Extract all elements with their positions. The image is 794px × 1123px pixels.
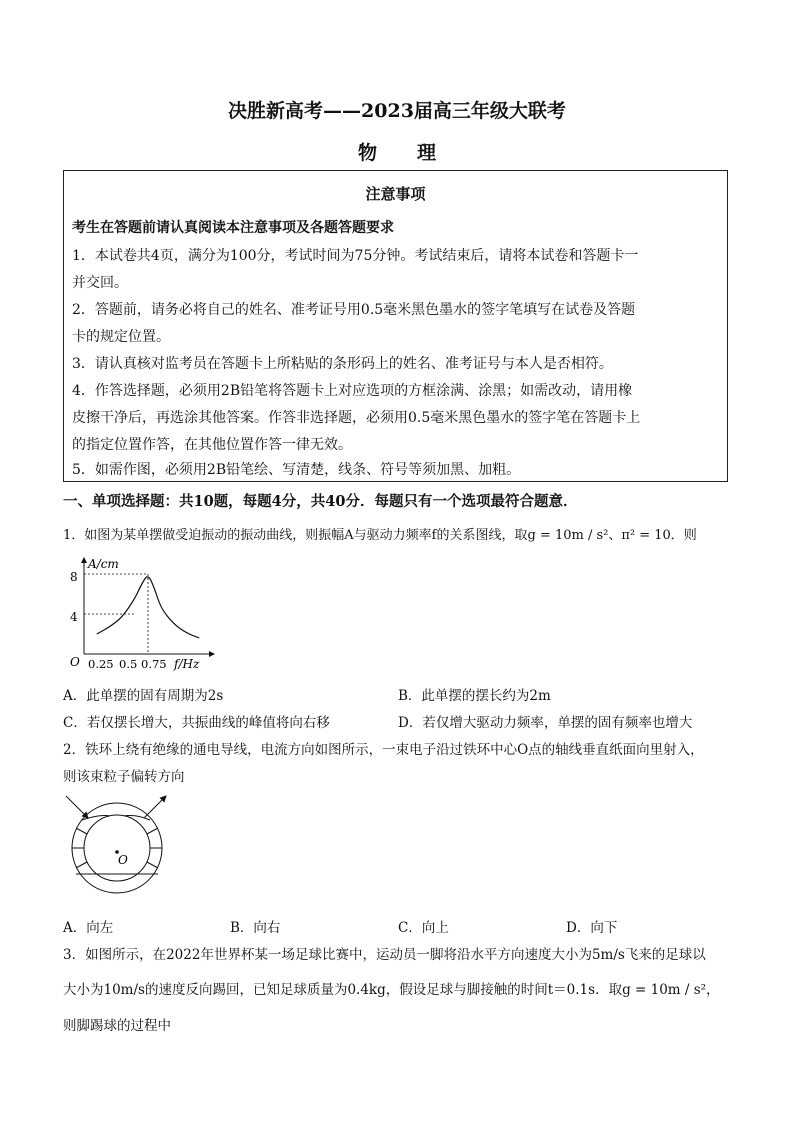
q2-option-a[interactable]: A．向左 [63, 920, 114, 936]
notice-line: 1．本试卷共4页，满分为100分，考试时间为75分钟。考试结束后，请将本试卷和答题卡一 [72, 248, 639, 264]
current-arrow-in [66, 796, 88, 818]
notice-line: 3．请认真核对监考员在答题卡上所粘贴的条形码上的姓名、准考证号与本人是否相符。 [72, 356, 613, 372]
notice-title: 注意事项 [365, 185, 426, 203]
q2-option-c[interactable]: C．向上 [398, 920, 449, 936]
section-heading: 一、单项选择题：共10题，每题4分，共40分．每题只有一个选项最符合题意． [63, 493, 578, 510]
iron-ring-figure [60, 790, 180, 898]
q1-option-b[interactable]: B．此单摆的摆长约为2m [398, 688, 551, 704]
notice-line: 4．作答选择题，必须用2B铅笔将答题卡上对应选项的方框涂满、涂黑；如需改动，请用橡 [72, 383, 633, 399]
x-axis-label: f/Hz [174, 657, 200, 671]
q2-stem-cont: 则该束粒子偏转方向 [63, 769, 185, 785]
notice-intro: 考生在答题前请认真阅读本注意事项及各题答题要求 [72, 220, 394, 236]
x-tick-label: 0.5 [119, 657, 138, 671]
q2-option-b[interactable]: B．向右 [230, 920, 281, 936]
exam-title: 决胜新高考——2023届高三年级大联考 [228, 100, 566, 122]
q1-stem: 1．如图为某单摆做受迫振动的振动曲线，则振幅A与驱动力频率f的关系图线，取g = 10m / s²、π² = 10．则 [63, 528, 697, 543]
ring-inner [84, 815, 150, 881]
q1-option-c[interactable]: C．若仅摆长增大，共振曲线的峰值将向右移 [63, 715, 330, 731]
notice-line: 并交回。 [72, 275, 128, 291]
q3-stem-line1: 3．如图所示，在2022年世界杯某一场足球比赛中，运动员一脚将沿水平方向速度大小为5m/s飞来的足球以 [63, 947, 706, 963]
coil-windings [72, 828, 162, 868]
notice-line: 卡的规定位置。 [72, 329, 170, 345]
q1-option-a[interactable]: A．此单摆的固有周期为2s [63, 688, 224, 704]
y-tick-label: 8 [70, 570, 78, 584]
x-tick-label: 0.25 [88, 657, 114, 671]
q2-option-d[interactable]: D．向下 [566, 920, 618, 936]
guide-lines [84, 574, 148, 654]
resonance-graph [62, 552, 222, 674]
notice-line: 2．答题前，请务必将自己的姓名、准考证号用0.5毫米黑色墨水的签字笔填写在试卷及答题 [72, 302, 636, 318]
notice-box [63, 170, 728, 482]
current-arrow-out [144, 796, 166, 818]
notice-line: 皮擦干净后，再选涂其他答案。作答非选择题，必须用0.5毫米黑色墨水的签字笔在答题卡上 [72, 410, 641, 426]
y-axis-label: A/cm [88, 557, 119, 571]
subject-char-2: 理 [417, 142, 437, 164]
subject-title [0, 138, 794, 165]
subject-char-1: 物 [357, 142, 377, 164]
x-tick-label: 0.75 [141, 657, 167, 671]
notice-line: 的指定位置作答，在其他位置作答一律无效。 [72, 437, 352, 453]
q1-option-d[interactable]: D．若仅增大驱动力频率，单摆的固有频率也增大 [398, 715, 693, 731]
y-tick-label: 4 [70, 610, 78, 624]
q3-stem-line3: 则脚踢球的过程中 [63, 1018, 171, 1034]
notice-line: 5．如需作图，必须用2B铅笔绘、写清楚，线条、符号等须加黑、加粗。 [72, 462, 521, 478]
q2-stem: 2．铁环上绕有绝缘的通电导线，电流方向如图所示，一束电子沿过铁环中心O点的轴线垂直纸面向里射入， [63, 742, 704, 758]
origin-label: O [70, 655, 80, 669]
center-label: O [118, 853, 128, 867]
ring-outer [72, 803, 162, 893]
q3-stem-line2: 大小为10m/s的速度反向踢回，已知足球质量为0.4kg，假设足球与脚接触的时间t＝0.1s．取g = 10m / s²， [63, 982, 720, 998]
